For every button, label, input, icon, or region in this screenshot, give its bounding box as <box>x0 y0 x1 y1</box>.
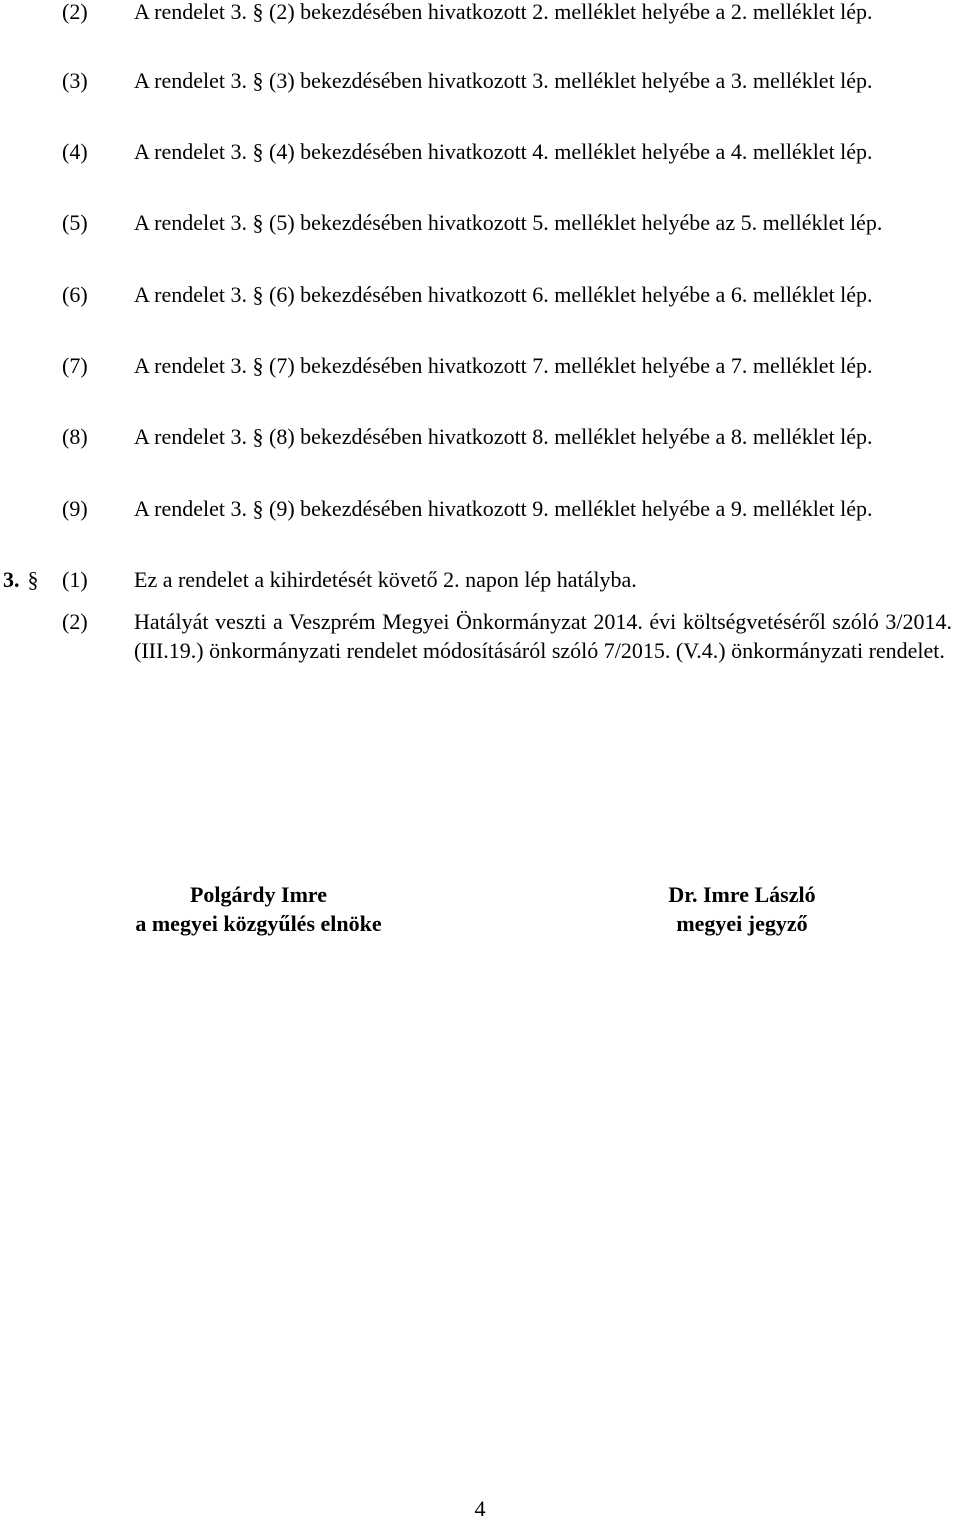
paragraph-7 <box>62 351 952 380</box>
paragraph-3 <box>62 66 952 95</box>
paragraph-number: (3) <box>62 68 88 93</box>
paragraph-text: A rendelet 3. § (9) bekezdésében hivatkozott 9. melléklet helyébe a 9. melléklet lép. <box>134 496 873 521</box>
paragraph-number: (2) <box>62 0 88 24</box>
paragraph-text: A rendelet 3. § (6) bekezdésében hivatkozott 6. melléklet helyébe a 6. melléklet lép. <box>134 282 873 307</box>
paragraph-number: (4) <box>62 139 88 164</box>
paragraph-text: A rendelet 3. § (5) bekezdésében hivatkozott 5. melléklet helyébe az 5. melléklet lép. <box>134 210 883 235</box>
paragraph-number: (2) <box>62 609 88 634</box>
signer-title: a megyei közgyűlés elnöke <box>135 911 382 936</box>
section-number: 3. <box>3 567 20 592</box>
paragraph-6 <box>62 280 952 309</box>
paragraph-8 <box>62 422 952 451</box>
section-3-paragraph-1 <box>62 565 952 594</box>
paragraph-text: A rendelet 3. § (3) bekezdésében hivatkozott 3. melléklet helyébe a 3. melléklet lép. <box>134 68 873 93</box>
paragraph-2 <box>62 0 952 26</box>
signer-name: Dr. Imre László <box>668 882 816 907</box>
paragraph-number: (8) <box>62 424 88 449</box>
signer-name: Polgárdy Imre <box>189 882 328 907</box>
paragraph-number: (6) <box>62 282 88 307</box>
section-3-heading <box>3 565 39 594</box>
paragraph-text: Ez a rendelet a kihirdetését követő 2. napon lép hatályba. <box>134 567 637 592</box>
paragraph-number: (7) <box>62 353 88 378</box>
paragraph-text: A rendelet 3. § (2) bekezdésében hivatkozott 2. melléklet helyébe a 2. melléklet lép. <box>134 0 873 24</box>
paragraph-number: (1) <box>62 567 88 592</box>
paragraph-text: Hatályát veszti a Veszprém Megyei Önkormányzat 2014. évi költségvetéséről szóló 3/2014. (III.19.) önkormányzati rendelet módosításáról szóló 7/2015. (V.4.) önkormányzati rendelet. <box>134 609 952 663</box>
section-3-paragraph-2 <box>62 607 952 665</box>
signer-title: megyei jegyző <box>676 911 808 936</box>
paragraph-9 <box>62 494 952 523</box>
paragraph-4 <box>62 137 952 166</box>
section-symbol: § <box>27 567 39 592</box>
signature-right <box>612 880 872 938</box>
paragraph-text: A rendelet 3. § (7) bekezdésében hivatkozott 7. melléklet helyébe a 7. melléklet lép. <box>134 353 873 378</box>
page-number: 4 <box>474 1496 486 1521</box>
paragraph-number: (9) <box>62 496 88 521</box>
paragraph-number: (5) <box>62 210 88 235</box>
paragraph-text: A rendelet 3. § (8) bekezdésében hivatkozott 8. melléklet helyébe a 8. melléklet lép. <box>134 424 873 449</box>
paragraph-text: A rendelet 3. § (4) bekezdésében hivatkozott 4. melléklet helyébe a 4. melléklet lép. <box>134 139 873 164</box>
paragraph-5 <box>62 208 952 237</box>
signature-left <box>100 880 417 938</box>
